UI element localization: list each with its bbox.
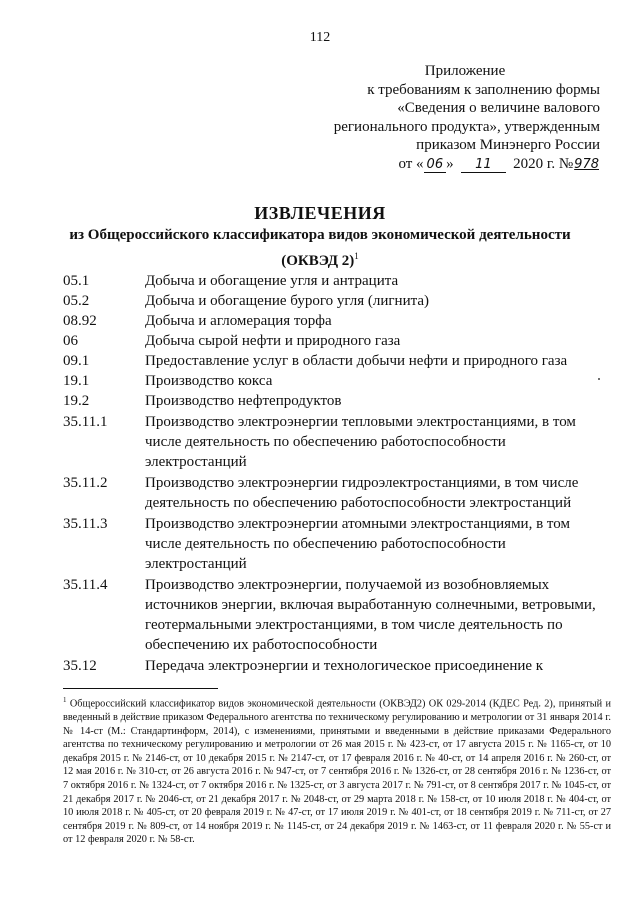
list-item <box>63 331 603 351</box>
activity-description: Производство электроэнергии, получаемой из возобновляемых источников энергии, включая выработанную солнечными, ветровыми, геотермальными электростанциями, в том числе деятельность по обеспечению их работоспособности <box>145 577 596 653</box>
activity-code: 06 <box>63 333 78 349</box>
activity-description: Производство электроэнергии гидроэлектростанциями, в том числе деятельность по обеспечению работоспособности электростанций <box>145 475 579 511</box>
list-item <box>63 371 603 391</box>
activity-description: Предоставление услуг в области добычи нефти и природного газа <box>145 353 568 369</box>
activity-code: 05.2 <box>63 293 90 309</box>
date-mid: » <box>446 155 454 172</box>
activity-description: Добыча сырой нефти и природного газа <box>145 333 401 349</box>
handwritten-day: 06 <box>424 158 447 173</box>
list-item <box>63 473 603 513</box>
title-subtitle-2 <box>0 247 640 271</box>
activity-code: 19.1 <box>63 373 90 389</box>
activity-code: 35.12 <box>63 658 97 674</box>
list-item <box>63 575 603 655</box>
activity-code: 05.1 <box>63 273 90 289</box>
activity-code: 09.1 <box>63 353 90 369</box>
footnote-divider <box>63 688 218 689</box>
activity-description: Производство электроэнергии тепловыми электростанциями, в том числе деятельность по обеспечению работоспособности электростанций <box>145 414 576 470</box>
date-prefix: от « <box>398 155 424 172</box>
activity-description: Производство кокса <box>145 373 273 389</box>
page-number: 112 <box>309 30 331 45</box>
list-item <box>63 656 603 676</box>
activity-code: 35.11.1 <box>63 414 108 430</box>
scan-speck <box>598 378 600 380</box>
appendix-line: к требованиям к заполнению формы <box>367 81 600 98</box>
footnote-reference: 1 <box>354 251 359 261</box>
activity-description: Добыча и обогащение бурого угля (лигнита) <box>145 293 430 309</box>
okved-label: (ОКВЭД 2) <box>281 253 355 269</box>
title-main: ИЗВЛЕЧЕНИЯ <box>254 203 386 223</box>
footnote-mark: 1 <box>63 696 67 704</box>
appendix-line: «Сведения о величине валового <box>397 100 600 116</box>
title-subtitle: из Общероссийского классификатора видов экономической деятельности <box>69 227 571 243</box>
list-item <box>63 271 603 291</box>
handwritten-order-number: 978 <box>574 156 599 172</box>
appendix-header <box>300 62 600 173</box>
order-date-line <box>300 155 600 174</box>
list-item <box>63 391 603 411</box>
list-item <box>63 311 603 331</box>
footnote-text: Общероссийский классификатор видов экономической деятельности (ОКВЭД2) ОК 029-2014 (КДЕС Ред. 2), принятый и введенный в действие приказом Федерального агентства по техническому регулированию и метрологии от 31 января 2014 г. № 14-ст (М.: Стандартинформ, 2014), с изменениями, принятыми и введенными в действие приказами Федерального агентства по техническому регулированию и метрологии от 26 мая 2015 г. № 423-ст, от 17 августа 2015 г. № 1165-ст, от 10 декабря 2015 г. № 2146-ст, от 10 декабря 2015 г. № 2147-ст, от 17 февраля 2016 г. № 40-ст, от 14 апреля 2016 г. № 260-ст, от 12 мая 2016 г. № 310-ст, от 26 августа 2016 г. № 947-ст, от 7 сентября 2016 г. № 1326-ст, от 28 сентября 2016 г. № 1236-ст, от 7 октября 2016 г. № 1324-ст, от 7 октября 2016 г. № 1325-ст, от 3 августа 2017 г. № 791-ст, от 8 сентября 2017 г. № 1045-ст, от 21 декабря 2017 г. № 2046-ст, от 21 декабря 2017 г. № 2048-ст, от 29 марта 2018 г. № 158-ст, от 10 июля 2018 г. № 404-ст, от 10 июля 2018 г. № 405-ст, от 20 февраля 2019 г. № 47-ст, от 17 июля 2019 г. № 401-ст, от 18 сентября 2019 г. № 711-ст, от 27 сентября 2019 г. № 809-ст, от 14 ноября 2019 г. № 1145-ст, от 24 декабря 2019 г. № 1463-ст, от 11 февраля 2020 г. № 55-ст и от 12 февраля 2020 г. № 58-ст. <box>63 698 611 846</box>
list-item <box>63 291 603 311</box>
appendix-line: приказом Минэнерго России <box>416 137 600 153</box>
activity-code: 19.2 <box>63 393 90 409</box>
activity-description: Производство нефтепродуктов <box>145 393 342 409</box>
activity-code: 35.11.2 <box>63 475 108 491</box>
list-item <box>63 514 603 574</box>
activity-code: 08.92 <box>63 313 97 329</box>
activity-description: Добыча и агломерация торфа <box>145 313 332 329</box>
appendix-line: регионального продукта», утвержденным <box>333 118 600 135</box>
document-title <box>0 203 640 271</box>
classifier-list <box>63 271 603 676</box>
list-item <box>63 412 603 472</box>
footnote <box>63 694 611 847</box>
activity-description: Производство электроэнергии атомными электростанциями, в том числе деятельность по обеспечению работоспособности электростанций <box>145 516 570 572</box>
handwritten-month: 11 <box>461 158 506 173</box>
date-year: 2020 г. № <box>513 155 574 172</box>
activity-code: 35.11.3 <box>63 516 108 532</box>
list-item <box>63 351 603 371</box>
activity-code: 35.11.4 <box>63 577 108 593</box>
activity-description: Добыча и обогащение угля и антрацита <box>145 273 399 289</box>
activity-description: Передача электроэнергии и технологическое присоединение к <box>145 658 544 674</box>
appendix-line: Приложение <box>424 63 506 79</box>
